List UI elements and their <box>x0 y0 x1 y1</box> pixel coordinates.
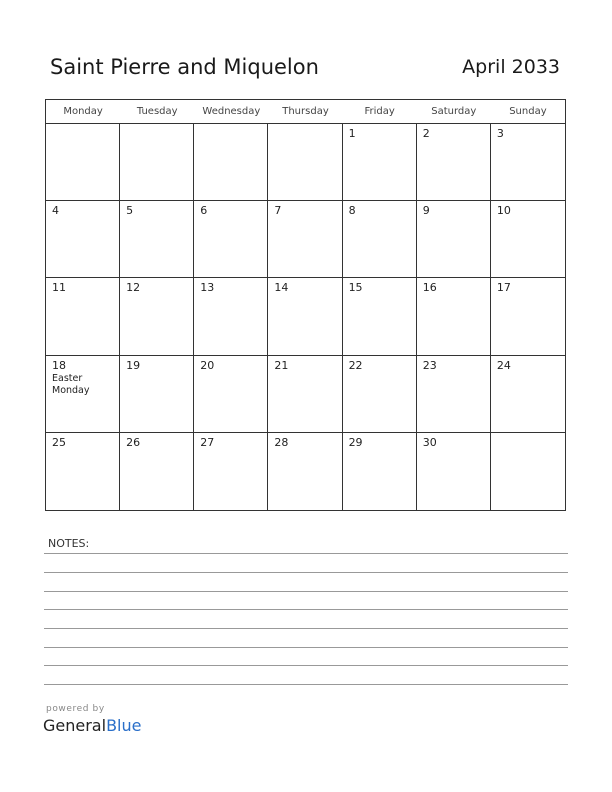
brand-general-text: General <box>43 716 107 735</box>
day-number: 22 <box>348 358 363 372</box>
day-cell[interactable] <box>194 201 268 278</box>
day-number: 5 <box>126 204 134 218</box>
day-cell[interactable] <box>417 433 491 510</box>
weekday-header: Monday <box>46 100 120 124</box>
day-cell[interactable] <box>120 278 194 355</box>
day-number: 29 <box>348 435 363 449</box>
day-cell[interactable] <box>194 124 268 201</box>
day-cell[interactable] <box>120 201 194 278</box>
day-cell[interactable] <box>268 356 342 433</box>
day-cell[interactable] <box>46 201 120 278</box>
day-cell[interactable] <box>46 278 120 355</box>
day-number: 8 <box>348 204 356 218</box>
powered-by-text: powered by <box>46 704 105 714</box>
day-cell[interactable] <box>491 201 565 278</box>
day-cell[interactable] <box>343 433 417 510</box>
day-number: 2 <box>422 127 430 140</box>
day-cell[interactable] <box>120 356 194 433</box>
day-number: 13 <box>200 281 215 295</box>
notes-line <box>44 591 568 592</box>
day-number: 30 <box>422 435 437 449</box>
day-cell[interactable] <box>268 278 342 355</box>
day-number: 18 <box>52 358 66 372</box>
day-number: 9 <box>422 204 430 218</box>
page-title: Saint Pierre and Miquelon <box>50 55 319 79</box>
notes-line <box>44 628 568 629</box>
day-number: 21 <box>274 358 289 372</box>
notes-line <box>44 665 568 666</box>
day-cell[interactable] <box>194 433 268 510</box>
day-cell[interactable] <box>343 201 417 278</box>
day-number: 23 <box>422 358 437 372</box>
day-number: 1 <box>348 127 356 140</box>
day-number: 20 <box>200 358 215 372</box>
day-number: 12 <box>126 281 141 295</box>
day-cell[interactable] <box>343 124 417 201</box>
day-number: 17 <box>496 281 511 295</box>
day-cell[interactable] <box>491 356 565 433</box>
day-number: 27 <box>200 435 215 449</box>
day-cell[interactable] <box>120 433 194 510</box>
notes-line <box>44 572 568 573</box>
day-number: 7 <box>274 204 282 218</box>
brand-blue-text: Blue <box>106 716 142 735</box>
day-number: 10 <box>496 204 511 218</box>
day-number: 26 <box>126 435 141 449</box>
notes-line <box>44 553 568 554</box>
day-cell[interactable] <box>417 124 491 201</box>
calendar-grid <box>45 99 566 511</box>
weekday-header: Tuesday <box>120 100 194 124</box>
day-number: 11 <box>52 281 66 295</box>
day-number: 24 <box>496 358 511 372</box>
day-cell[interactable] <box>343 356 417 433</box>
day-number: 16 <box>422 281 437 295</box>
day-cell[interactable] <box>417 201 491 278</box>
day-cell[interactable] <box>194 278 268 355</box>
holiday-label: Easter Monday <box>52 372 90 396</box>
day-number: 15 <box>348 281 363 295</box>
day-cell[interactable] <box>268 433 342 510</box>
day-cell[interactable] <box>343 278 417 355</box>
day-cell[interactable] <box>268 124 342 201</box>
day-number: 14 <box>274 281 289 295</box>
day-cell[interactable] <box>194 356 268 433</box>
day-number: 19 <box>126 358 141 372</box>
day-cell[interactable] <box>491 278 565 355</box>
notes-label: NOTES: <box>48 537 90 550</box>
day-number: 4 <box>52 204 59 218</box>
day-cell[interactable] <box>46 356 120 433</box>
weekday-header: Wednesday <box>194 100 268 124</box>
month-label: April 2033 <box>462 56 560 78</box>
day-number: 3 <box>496 127 504 140</box>
day-number: 25 <box>52 435 66 449</box>
day-cell[interactable] <box>417 278 491 355</box>
weekday-header: Friday <box>343 100 417 124</box>
day-cell[interactable] <box>268 201 342 278</box>
day-cell[interactable] <box>120 124 194 201</box>
weekday-header: Thursday <box>268 100 342 124</box>
weekday-header: Saturday <box>417 100 491 124</box>
notes-line <box>44 684 568 685</box>
weekday-header: Sunday <box>491 100 565 124</box>
day-cell[interactable] <box>46 433 120 510</box>
day-cell[interactable] <box>417 356 491 433</box>
notes-line <box>44 609 568 610</box>
day-cell[interactable] <box>491 124 565 201</box>
day-number: 28 <box>274 435 289 449</box>
brand-logo[interactable] <box>43 716 141 735</box>
notes-line <box>44 647 568 648</box>
day-number: 6 <box>200 204 208 218</box>
day-cell[interactable] <box>491 433 565 510</box>
day-cell[interactable] <box>46 124 120 201</box>
